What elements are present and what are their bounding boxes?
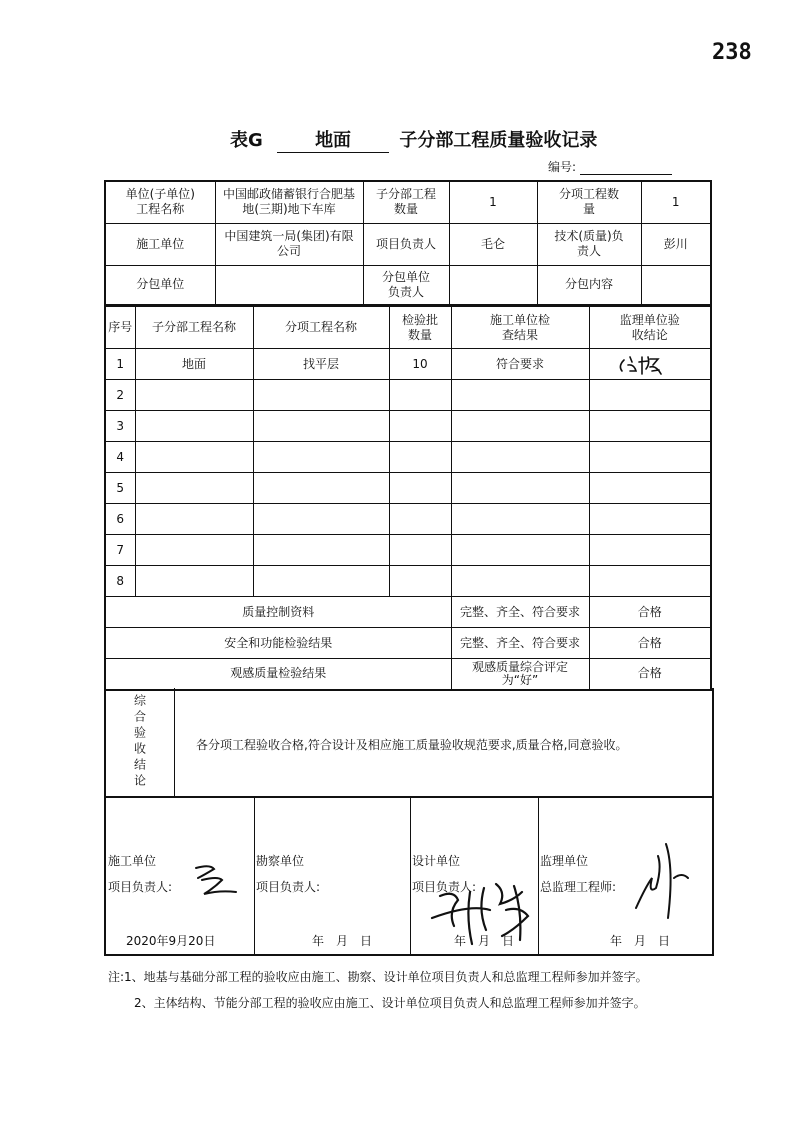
row-item: [253, 411, 389, 442]
summary-result: 完整、齐全、符合要求: [451, 597, 589, 628]
form-title: [230, 126, 597, 153]
table-row: [105, 442, 711, 473]
signature-unit: 设计单位: [412, 854, 461, 868]
row-result: [451, 411, 589, 442]
row-no: 5: [105, 473, 135, 504]
overall-conclusion-section: [104, 688, 714, 798]
signature-person: 项目负责人:: [108, 880, 173, 894]
sub-content-value: [641, 265, 711, 305]
row-count: [389, 504, 451, 535]
table-row: [105, 349, 711, 380]
tech-label: 技术(质量)负责人: [537, 223, 641, 265]
row-result: [451, 473, 589, 504]
table-row: [105, 380, 711, 411]
signature-section: [104, 798, 714, 956]
row-conclusion: [589, 566, 711, 597]
handwritten-conclusion: [590, 349, 712, 379]
overall-label: 综合验收结论: [132, 694, 147, 790]
summary-result: 观感质量综合评定为“好”: [451, 659, 589, 690]
pm-value: 毛仑: [449, 223, 537, 265]
row-subdiv: [135, 473, 253, 504]
row-count: [389, 535, 451, 566]
contractor-value: 中国建筑一局(集团)有限公司: [215, 223, 363, 265]
row-item: [253, 442, 389, 473]
handwritten-signature: [618, 828, 698, 928]
row-no: 1: [105, 349, 135, 380]
signature-person: 项目负责人:: [412, 880, 477, 894]
row-no: 4: [105, 442, 135, 473]
col-header-no: 序号: [105, 307, 135, 349]
col-header-item: 分项工程名称: [253, 307, 389, 349]
sub-pm-value: [449, 265, 537, 305]
summary-row: [105, 659, 711, 690]
signature-design: [410, 798, 539, 954]
table-row: [105, 473, 711, 504]
title-blank: 地面: [277, 126, 389, 153]
signature-person: 项目负责人:: [256, 880, 321, 894]
row-no: 7: [105, 535, 135, 566]
row-result: [451, 566, 589, 597]
row-subdiv: [135, 411, 253, 442]
row-count: [389, 566, 451, 597]
summary-label: 质量控制资料: [105, 597, 451, 628]
signature-unit: 施工单位: [108, 854, 157, 868]
overall-text: 各分项工程验收合格,符合设计及相应施工质量验收规范要求,质量合格,同意验收。: [196, 738, 628, 752]
row-no: 8: [105, 566, 135, 597]
footnote-1: 注:1、地基与基础分部工程的验收应由施工、勘察、设计单位项目负责人和总监理工程师参加并签字。: [108, 970, 648, 984]
pm-label: 项目负责人: [363, 223, 449, 265]
row-result: 符合要求: [451, 349, 589, 380]
summary-result: 完整、齐全、符合要求: [451, 628, 589, 659]
unit-label: 单位(子单位)工程名称: [105, 181, 215, 223]
row-result: [451, 442, 589, 473]
summary-conclusion: 合格: [589, 659, 711, 690]
signature-person: 总监理工程师:: [540, 880, 617, 894]
row-item: [253, 535, 389, 566]
summary-label: 安全和功能检验结果: [105, 628, 451, 659]
row-conclusion: [589, 442, 711, 473]
row-conclusion: [589, 349, 711, 380]
row-conclusion: [589, 473, 711, 504]
overall-label-cell: [106, 688, 175, 796]
title-prefix: 表G: [230, 130, 263, 151]
summary-row: [105, 597, 711, 628]
unit-value: 中国邮政储蓄银行合肥基地(三期)地下车库: [215, 181, 363, 223]
page-number: 238: [712, 40, 752, 65]
summary-conclusion: 合格: [589, 597, 711, 628]
row-no: 6: [105, 504, 135, 535]
subcontractor-label: 分包单位: [105, 265, 215, 305]
row-item: [253, 473, 389, 504]
sub-content-label: 分包内容: [537, 265, 641, 305]
footnotes: [108, 964, 648, 1016]
signature-unit: 勘察单位: [256, 854, 305, 868]
footnote-2: 2、主体结构、节能分部工程的验收应由施工、设计单位项目负责人和总监理工程师参加并签字。: [134, 996, 646, 1010]
tech-value: 彭川: [641, 223, 711, 265]
row-conclusion: [589, 535, 711, 566]
table-row: [105, 411, 711, 442]
row-conclusion: [589, 380, 711, 411]
row-subdiv: 地面: [135, 349, 253, 380]
row-result: [451, 380, 589, 411]
summary-conclusion: 合格: [589, 628, 711, 659]
handwritten-signature: [184, 860, 254, 900]
signature-unit: 监理单位: [540, 854, 589, 868]
header-table: [104, 180, 712, 306]
row-item: 找平层: [253, 349, 389, 380]
signature-date: 年 月 日: [312, 934, 373, 948]
row-result: [451, 535, 589, 566]
signature-contractor: [106, 798, 255, 954]
row-count: [389, 442, 451, 473]
row-count: [389, 380, 451, 411]
signature-date: 2020年9月20日: [126, 934, 216, 948]
contractor-label: 施工单位: [105, 223, 215, 265]
subdiv-count-label: 子分部工程数量: [363, 181, 449, 223]
row-item: [253, 380, 389, 411]
signature-date: 年 月 日: [454, 934, 515, 948]
serial-number: [548, 158, 672, 175]
col-header-conclusion: 监理单位验收结论: [589, 307, 711, 349]
row-count: [389, 411, 451, 442]
serial-label: 编号:: [548, 160, 577, 174]
table-row: [105, 566, 711, 597]
row-no: 3: [105, 411, 135, 442]
signature-supervision: [538, 798, 712, 954]
row-subdiv: [135, 380, 253, 411]
row-no: 2: [105, 380, 135, 411]
signature-date: 年 月 日: [610, 934, 671, 948]
subdiv-count-value: 1: [449, 181, 537, 223]
signature-survey: [254, 798, 411, 954]
title-suffix: 子分部工程质量验收记录: [399, 130, 598, 151]
col-header-subdiv: 子分部工程名称: [135, 307, 253, 349]
row-conclusion: [589, 504, 711, 535]
row-subdiv: [135, 566, 253, 597]
col-header-result: 施工单位检查结果: [451, 307, 589, 349]
row-item: [253, 566, 389, 597]
items-table: [104, 306, 712, 691]
item-count-value: 1: [641, 181, 711, 223]
row-count: 10: [389, 349, 451, 380]
subcontractor-value: [215, 265, 363, 305]
row-result: [451, 504, 589, 535]
summary-label: 观感质量检验结果: [105, 659, 451, 690]
serial-blank: [580, 164, 672, 175]
row-subdiv: [135, 504, 253, 535]
item-count-label: 分项工程数量: [537, 181, 641, 223]
row-count: [389, 473, 451, 504]
col-header-count: 检验批数量: [389, 307, 451, 349]
table-row: [105, 504, 711, 535]
sub-pm-label: 分包单位负责人: [363, 265, 449, 305]
row-conclusion: [589, 411, 711, 442]
row-subdiv: [135, 442, 253, 473]
table-row: [105, 535, 711, 566]
summary-row: [105, 628, 711, 659]
row-item: [253, 504, 389, 535]
row-subdiv: [135, 535, 253, 566]
